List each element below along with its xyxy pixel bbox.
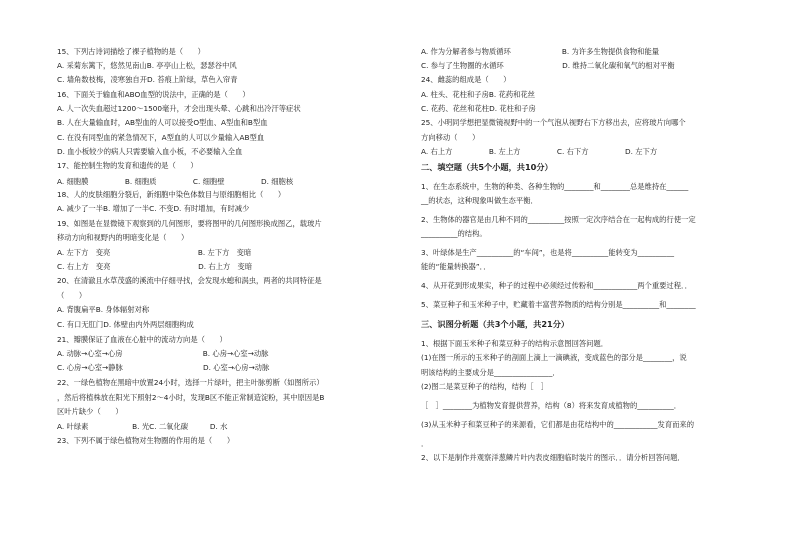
- question-line: ．: [421, 439, 429, 448]
- question-line: C. 花药、花丝和花柱D. 花柱和子房: [421, 104, 536, 113]
- question-line: 5、菜豆种子和玉米种子中，贮藏着丰富营养物质的结构分别是__________和________: [421, 300, 696, 309]
- question-line: 19、如图是在显微镜下观察到的几何图形，要将图甲的几何图形换成图乙，载玻片: [57, 219, 322, 228]
- question-line: D. 血小板较少的病人只需要输入血小板，不必要输入全血: [57, 147, 243, 156]
- question-line: 1、在生态系统中，生物的种类、各种生物的________和________总是维持在______: [421, 182, 689, 191]
- question-line: 移动方向和视野内的明暗变化是（ ）: [57, 233, 189, 242]
- question-line: 3、叶绿体是生产__________的“车间”，也是将__________能转变为__________: [421, 248, 674, 257]
- question-line: C. 墙角数枝梅，凌寒独自开D. 苔痕上阶绿，草色入帘青: [57, 75, 238, 84]
- question-line: A. 右上方 B. 左上方 C. 右下方 D. 左下方: [421, 147, 658, 156]
- section-heading: 三、识图分析题（共3个小题，共21分）: [421, 319, 570, 329]
- question-line: 方向移动（ ）: [421, 133, 480, 142]
- question-line: A. 采菊东篱下，悠然见南山B. 亭亭山上松，瑟瑟谷中风: [57, 61, 237, 70]
- question-line: 21、瓣膜保证了血液在心脏中的流动方向是（ ）: [57, 335, 227, 344]
- question-line: 明该结构的主要成分是________________．: [421, 368, 560, 377]
- question-line: A. 柱头、花柱和子房B. 花药和花丝: [421, 90, 536, 99]
- question-line: （ ）: [57, 291, 87, 300]
- question-line: ［ ］________为植物发育提供营养，结构（8）将来发育成植物的__________．: [421, 401, 682, 410]
- question-line: A. 人一次失血超过1200～1500毫升，才会出现头晕、心跳和出冷汗等症状: [57, 104, 301, 113]
- section-heading: 二、填空题（共5个小题，共10分）: [421, 162, 553, 172]
- question-line: 25、小明同学想把显微镜视野中的一个气泡从视野右下方移出去，应将玻片向哪个: [421, 118, 686, 127]
- question-line: B. 人在大量输血时，AB型血的人可以接受O型血、A型血和B型血: [57, 118, 268, 127]
- question-line: 能的“能量转换器”．．: [421, 262, 491, 271]
- question-line: A. 背腹扁平B. 身体辐射对称: [57, 305, 150, 314]
- question-line: C. 右上方 变亮 D. 右上方 变暗: [57, 262, 253, 271]
- question-line: 4、从开花到形成果实，种子的过程中必须经过传粉和____________两个重要过程．．: [421, 281, 692, 290]
- question-line: A. 减少了一半B. 增加了一半C. 不变D. 有时增加，有时减少: [57, 204, 250, 213]
- question-line: C. 在没有同型血的紧急情况下，A型血的人可以少量输入AB型血: [57, 133, 265, 142]
- question-line: 2、生物体的器官是由几种不同的__________按照一定次序结合在一起构成的行使一定: [421, 215, 696, 224]
- question-line: ，然后将植株放在阳光下照射2～4小时，发现B区不能正常制造淀粉，其中原因是B: [57, 393, 325, 402]
- question-line: A. 细胞膜 B. 细胞质 C. 细胞壁 D. 细胞核: [57, 177, 294, 186]
- question-line: (1)在图一所示的玉米种子的剖面上滴上一滴碘液，变成蓝色的部分是________，说: [421, 353, 687, 362]
- question-line: C. 有口无肛门D. 体壁由内外两层细胞构成: [57, 320, 194, 329]
- question-line: A. 左下方 变亮 B. 左下方 变暗: [57, 248, 252, 257]
- question-line: A. 作为分解者参与物质循环 B. 为许多生物提供食物和能量: [421, 47, 660, 56]
- question-line: (3)从玉米种子和菜豆种子的来源看，它们都是由花结构中的____________发育而来的: [421, 420, 695, 429]
- question-line: A. 动脉→心室→心房 B. 心房→心室→动脉: [57, 349, 269, 358]
- question-line: 20、在清澈且水草茂盛的溪流中仔细寻找，会发现水螅和涡虫，两者的共同特征是: [57, 276, 322, 285]
- question-line: __的状态，这种现象叫做生态平衡．: [421, 196, 538, 205]
- question-line: 22、一绿色植物在黑暗中放置24小时，选择一片绿叶，把主叶脉剪断（如图所示）: [57, 378, 324, 387]
- question-line: 2、以下是制作并观察洋葱鳞片叶内表皮细胞临时装片的图示．．请分析回答问题．: [421, 453, 685, 462]
- question-line: 24、雌蕊的组成是（ ）: [421, 75, 511, 84]
- question-line: (2)图二是菜豆种子的结构，结构［ ］: [421, 382, 549, 391]
- question-line: C. 心房→心室→静脉 D. 心室→心房→动脉: [57, 363, 270, 372]
- question-line: 15、下列古诗词描绘了裸子植物的是（ ）: [57, 47, 205, 56]
- question-line: C. 参与了生物圈的水循环 D. 维持二氧化碳和氧气的相对平衡: [421, 61, 675, 70]
- question-line: 16、下面关于输血和ABO血型的说法中，正确的是（ ）: [57, 90, 250, 99]
- question-line: 区叶片缺少（ ）: [57, 407, 123, 416]
- question-line: 1、根据下面玉米种子和菜豆种子的结构示意图回答问题．: [421, 339, 609, 348]
- question-line: A. 叶绿素 B. 光C. 二氧化碳 D. 水: [57, 422, 228, 431]
- question-line: 18、人的皮肤细胞分裂后，新细胞中染色体数目与原细胞相比（ ）: [57, 190, 286, 199]
- question-line: 23、下列不属于绿色植物对生物圈的作用的是（ ）: [57, 436, 235, 445]
- question-line: __________的结构。: [421, 229, 487, 238]
- question-line: 17、能控制生物的发育和遗传的是（ ）: [57, 161, 198, 170]
